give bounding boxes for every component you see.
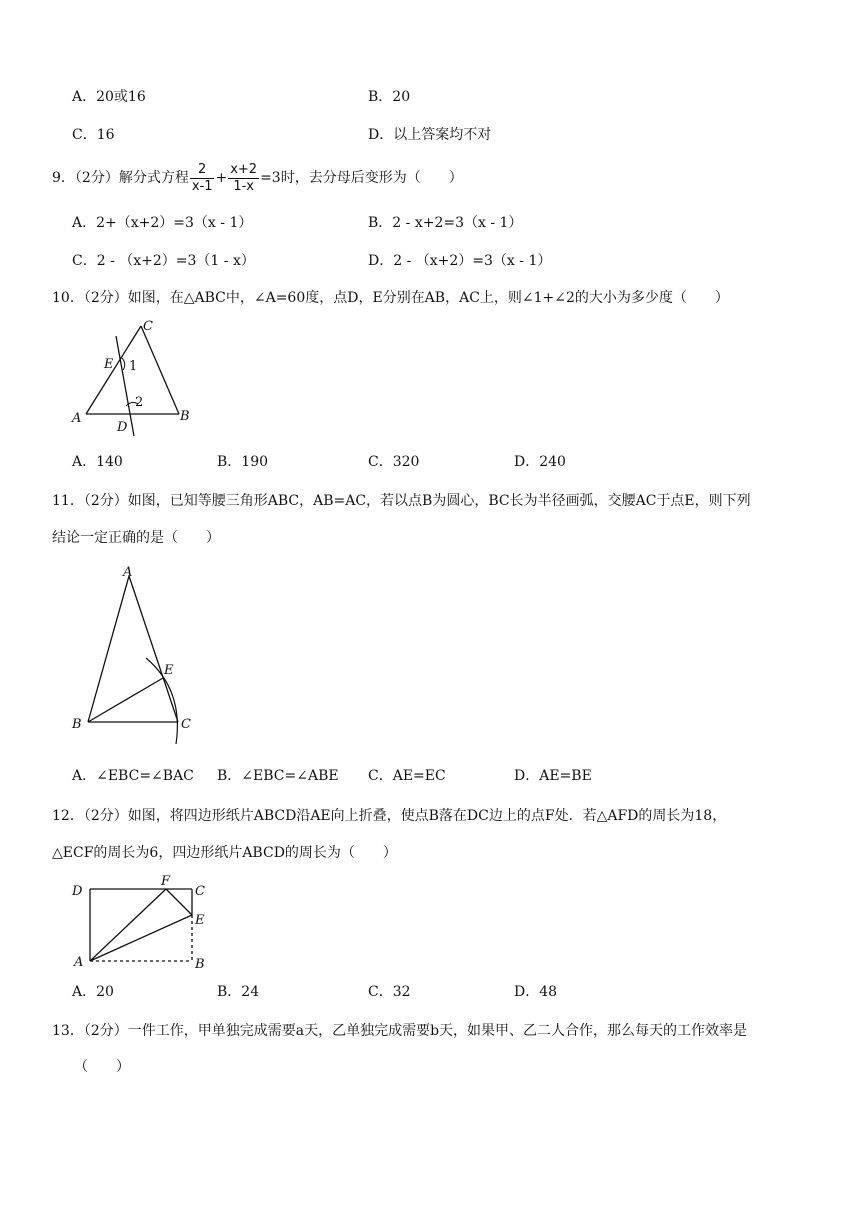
q9-option-d: D．2 - （x+2）=3（x - 1）: [368, 253, 552, 269]
q12-option-d: D．48: [514, 984, 558, 1000]
q10-label-b: B: [180, 409, 190, 424]
q10-label-a: A: [72, 411, 82, 426]
q9-suffix: =3时，去分母后变形为（ ）: [260, 170, 463, 186]
q13-stem-line1: 13．（2分）一件工作，甲单独完成需要a天，乙单独完成需要b天，如果甲、乙二人合作，那么每天的工作效率是: [52, 1023, 748, 1039]
q12-stem-line2: △ECF的周长为6，四边形纸片ABCD的周长为（ ）: [52, 845, 397, 861]
q12-option-a: A．20: [72, 984, 114, 1000]
q10-label-d: D: [117, 420, 128, 435]
q11-option-b: B．∠EBC=∠ABE: [217, 768, 339, 784]
q12-segment-af: [90, 889, 166, 961]
q9-frac1-denominator: x-1: [191, 178, 213, 194]
q12-figure: [66, 872, 216, 972]
q12-label-d: D: [72, 884, 83, 899]
q12-segment-ae: [90, 915, 192, 961]
q11-side-ab: [88, 576, 129, 722]
q9-plus: +: [215, 170, 228, 186]
q12-label-a: A: [74, 955, 84, 970]
q9-frac2-denominator: 1-x: [233, 178, 254, 194]
q11-stem-line1: 11．（2分）如图，已知等腰三角形ABC，AB=AC，若以点B为圆心，BC长为半径画弧，交腰AC于点E，则下列: [52, 493, 751, 509]
q11-stem-line2: 结论一定正确的是（ ）: [52, 530, 220, 546]
q9-frac1-numerator: 2: [190, 162, 215, 179]
q9-option-b: B．2 - x+2=3（x - 1）: [368, 215, 523, 231]
q13-stem-line2: （ ）: [74, 1059, 130, 1075]
q9-prefix: 9．（2分）解分式方程: [52, 170, 189, 186]
q9-fraction-2: [228, 162, 259, 195]
q12-option-b: B．24: [217, 984, 260, 1000]
q12-option-c: C．32: [368, 984, 411, 1000]
q12-segment-fe: [166, 889, 192, 915]
q11-label-e: E: [164, 663, 174, 678]
q8-option-c: C．16: [72, 127, 115, 143]
q10-option-b: B．190: [217, 454, 269, 470]
q10-label-1: 1: [129, 359, 138, 374]
q10-figure: [66, 314, 206, 438]
q10-option-c: C．320: [368, 454, 420, 470]
q12-label-e: E: [195, 913, 205, 928]
q8-option-d: D．以上答案均不对: [368, 127, 492, 143]
q11-label-a: A: [123, 565, 133, 580]
q9-stem: [52, 160, 463, 196]
q12-stem-line1: 12．（2分）如图，将四边形纸片ABCD沿AE向上折叠，使点B落在DC边上的点F处．若△AFD的周长为18，: [52, 808, 727, 824]
q12-label-b: B: [195, 957, 205, 972]
q12-label-c: C: [195, 884, 205, 899]
q10-stem: 10．（2分）如图，在△ABC中，∠A=60度，点D，E分别在AB，AC上，则∠1+∠2的大小为多少度（ ）: [52, 290, 729, 306]
q11-label-b: B: [72, 717, 82, 732]
q9-frac2-numerator: x+2: [230, 161, 258, 177]
q11-option-d: D．AE=BE: [514, 768, 592, 784]
q10-option-d: D．240: [514, 454, 566, 470]
q10-label-e: E: [104, 357, 114, 372]
q10-option-a: A．140: [72, 454, 123, 470]
q11-side-ac: [129, 576, 178, 722]
q11-option-a: A．∠EBC=∠BAC: [72, 768, 194, 784]
q9-fraction-1: [190, 162, 215, 195]
q12-label-f: F: [161, 874, 171, 889]
q11-option-c: C．AE=EC: [368, 768, 446, 784]
q11-label-c: C: [181, 717, 191, 732]
q11-figure: [66, 562, 196, 752]
q11-segment-be: [88, 678, 163, 722]
q8-option-b: B．20: [368, 89, 411, 105]
q10-side-cb: [141, 326, 179, 414]
q9-option-c: C．2 - （x+2）=3（1 - x）: [72, 253, 255, 269]
q10-label-c: C: [143, 319, 153, 334]
q9-option-a: A．2+（x+2）=3（x - 1）: [72, 215, 253, 231]
q10-label-2: 2: [135, 395, 144, 410]
q8-option-a: A．20或16: [72, 89, 146, 105]
